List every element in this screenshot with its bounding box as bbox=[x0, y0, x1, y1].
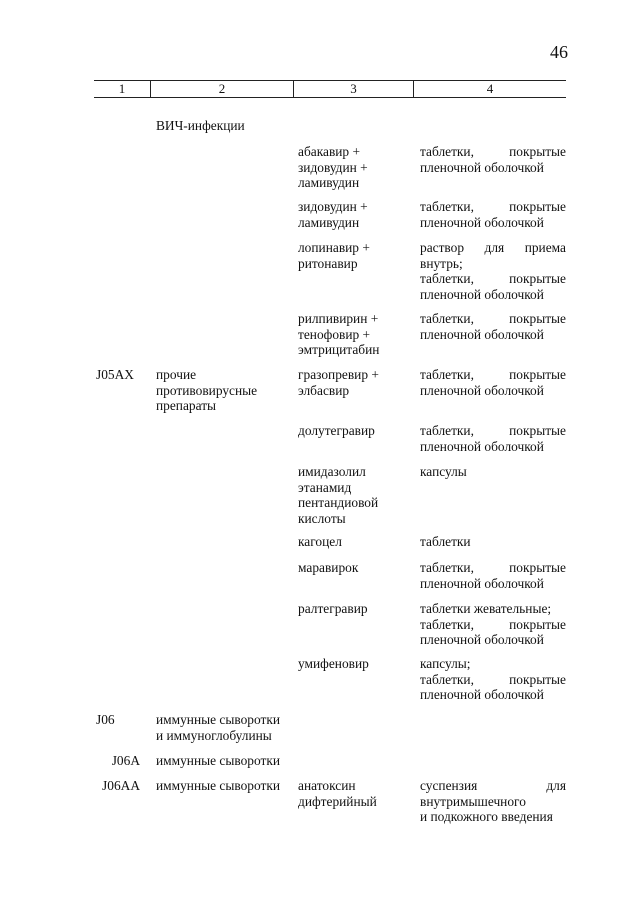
dosage-form bbox=[420, 144, 566, 175]
dosage-form-line bbox=[420, 215, 566, 231]
atc-code: J06AA bbox=[102, 778, 140, 793]
group-name-line: противовирусные bbox=[156, 382, 258, 398]
dosage-form bbox=[420, 199, 566, 230]
drug-name-line: анатоксин bbox=[298, 778, 356, 793]
dosage-form bbox=[420, 240, 566, 302]
dosage-form-word: покрытые bbox=[509, 311, 566, 326]
dosage-form-word: пленочной оболочкой bbox=[420, 382, 544, 398]
group-name bbox=[156, 367, 294, 414]
dosage-form-line bbox=[420, 632, 566, 648]
group-name-line: иммунные сыворотки bbox=[156, 753, 281, 768]
dosage-form-line bbox=[420, 327, 566, 343]
drug-name-line: рилпивирин + bbox=[298, 311, 379, 326]
dosage-form-word: пленочной оболочкой bbox=[420, 438, 544, 454]
dosage-form-line bbox=[420, 287, 566, 303]
header-col-3: 3 bbox=[293, 81, 413, 97]
dosage-form-word: внутрь; bbox=[420, 255, 463, 271]
dosage-form-word: покрытые bbox=[509, 199, 566, 214]
dosage-form-line bbox=[420, 560, 566, 576]
drug-name bbox=[298, 656, 410, 672]
drug-name bbox=[298, 423, 410, 439]
dosage-form-word: пленочной оболочкой bbox=[420, 687, 544, 703]
header-col-1: 1 bbox=[118, 81, 126, 96]
dosage-form-word: внутримышечного bbox=[420, 793, 526, 809]
dosage-form-line bbox=[420, 240, 566, 256]
group-name-line: препараты bbox=[156, 398, 217, 414]
dosage-form-word: таблетки жевательные; bbox=[420, 601, 552, 616]
group-name bbox=[156, 778, 294, 794]
page-number: 46 bbox=[550, 42, 568, 62]
dosage-form-word: таблетки, bbox=[420, 144, 474, 159]
dosage-form-word: таблетки, bbox=[420, 423, 474, 438]
dosage-form-line bbox=[420, 601, 566, 617]
dosage-form-line bbox=[420, 794, 566, 810]
dosage-form-word: и подкожного введения bbox=[420, 809, 553, 825]
drug-name bbox=[298, 199, 410, 230]
dosage-form-line bbox=[420, 656, 566, 672]
atc-code: J06 bbox=[96, 712, 115, 727]
dosage-form-word: покрытые bbox=[509, 367, 566, 382]
group-name-line: иммунные сыворотки bbox=[156, 712, 281, 727]
dosage-form-word: капсулы; bbox=[420, 656, 471, 671]
dosage-form-line bbox=[420, 534, 566, 550]
dosage-form-line bbox=[420, 576, 566, 592]
dosage-form-line bbox=[420, 809, 566, 825]
dosage-form-word: таблетки, bbox=[420, 367, 474, 382]
group-name-line: иммунные сыворотки bbox=[156, 778, 281, 793]
dosage-form-word: таблетки, bbox=[420, 560, 474, 575]
dosage-form-word: таблетки, bbox=[420, 671, 474, 687]
drug-name-line: кислоты bbox=[298, 510, 346, 526]
dosage-form-line bbox=[420, 160, 566, 176]
dosage-form-line bbox=[420, 367, 566, 383]
dosage-form bbox=[420, 423, 566, 454]
drug-name-line: умифеновир bbox=[298, 656, 369, 671]
drug-name-line: ламивудин bbox=[298, 214, 360, 230]
drug-name-line: ритонавир bbox=[298, 255, 358, 271]
drug-name-line: имидазолил bbox=[298, 464, 366, 479]
drug-name-line: маравирок bbox=[298, 560, 359, 575]
drug-name-line: элбасвир bbox=[298, 382, 350, 398]
table-header-row bbox=[94, 80, 566, 98]
dosage-form-line bbox=[420, 256, 566, 272]
group-name-line: прочие bbox=[156, 367, 197, 382]
drug-name-line: зидовудин + bbox=[298, 199, 368, 214]
dosage-form bbox=[420, 534, 566, 550]
dosage-form-word: пленочной оболочкой bbox=[420, 632, 544, 648]
drug-name bbox=[298, 778, 410, 809]
dosage-form-line bbox=[420, 439, 566, 455]
dosage-form-line bbox=[420, 199, 566, 215]
dosage-form bbox=[420, 778, 566, 825]
drug-name bbox=[298, 311, 410, 358]
dosage-form-line bbox=[420, 687, 566, 703]
drug-name-line: ламивудин bbox=[298, 175, 360, 191]
dosage-form-line bbox=[420, 464, 566, 480]
drug-name-line: дифтерийный bbox=[298, 793, 377, 809]
dosage-form-line bbox=[420, 383, 566, 399]
drug-name-line: пентандиовой bbox=[298, 495, 379, 511]
dosage-form-word: для bbox=[484, 240, 505, 255]
drug-name-line: ралтегравир bbox=[298, 601, 368, 616]
dosage-form-word: капсулы bbox=[420, 464, 467, 479]
header-col-4: 4 bbox=[413, 81, 566, 97]
dosage-form-word: таблетки, bbox=[420, 616, 474, 632]
group-name bbox=[156, 753, 294, 769]
drug-name bbox=[298, 464, 410, 526]
drug-name bbox=[298, 534, 410, 550]
dosage-form-word: таблетки bbox=[420, 534, 471, 549]
drug-name bbox=[298, 601, 410, 617]
drug-name-line: абакавир + bbox=[298, 144, 361, 159]
dosage-form bbox=[420, 560, 566, 591]
dosage-form-word: покрытые bbox=[509, 671, 566, 687]
group-name-line: ВИЧ-инфекции bbox=[156, 118, 245, 133]
drug-name-line: кагоцел bbox=[298, 534, 342, 549]
group-name bbox=[156, 712, 294, 743]
drug-name-line: этанамид bbox=[298, 479, 352, 495]
dosage-form-word: покрытые bbox=[509, 560, 566, 575]
dosage-form-word: раствор bbox=[420, 240, 465, 255]
drug-name-line: зидовудин + bbox=[298, 159, 368, 175]
dosage-form-line bbox=[420, 778, 566, 794]
dosage-form-word: таблетки, bbox=[420, 311, 474, 326]
dosage-form-line bbox=[420, 271, 566, 287]
drug-name-line: лопинавир + bbox=[298, 240, 370, 255]
dosage-form-word: суспензия bbox=[420, 778, 478, 793]
dosage-form bbox=[420, 601, 566, 648]
drug-name-line: гразопревир + bbox=[298, 367, 379, 382]
drug-name bbox=[298, 144, 410, 191]
dosage-form-word: пленочной оболочкой bbox=[420, 286, 544, 302]
dosage-form-word: пленочной оболочкой bbox=[420, 214, 544, 230]
dosage-form-word: покрытые bbox=[509, 271, 566, 287]
dosage-form-line bbox=[420, 311, 566, 327]
dosage-form bbox=[420, 656, 566, 703]
dosage-form-word: пленочной оболочкой bbox=[420, 326, 544, 342]
dosage-form-word: для bbox=[546, 778, 566, 793]
dosage-form-line bbox=[420, 617, 566, 633]
atc-code: J05AX bbox=[96, 367, 134, 382]
dosage-form bbox=[420, 311, 566, 342]
header-col-2: 2 bbox=[150, 81, 293, 97]
dosage-form-line bbox=[420, 672, 566, 688]
drug-name bbox=[298, 367, 410, 398]
dosage-form bbox=[420, 464, 566, 480]
dosage-form-line bbox=[420, 144, 566, 160]
dosage-form bbox=[420, 367, 566, 398]
drug-name bbox=[298, 560, 410, 576]
drug-name bbox=[298, 240, 410, 271]
drug-name-line: эмтрицитабин bbox=[298, 342, 380, 358]
dosage-form-line bbox=[420, 423, 566, 439]
group-name-line: и иммуноглобулины bbox=[156, 727, 272, 743]
dosage-form-word: пленочной оболочкой bbox=[420, 575, 544, 591]
dosage-form-word: таблетки, bbox=[420, 271, 474, 287]
dosage-form-word: покрытые bbox=[509, 616, 566, 632]
dosage-form-word: приема bbox=[524, 240, 566, 255]
drug-name-line: долутегравир bbox=[298, 423, 375, 438]
drug-name-line: тенофовир + bbox=[298, 326, 371, 342]
dosage-form-word: покрытые bbox=[509, 423, 566, 438]
dosage-form-word: пленочной оболочкой bbox=[420, 159, 544, 175]
dosage-form-word: таблетки, bbox=[420, 199, 474, 214]
group-name bbox=[156, 118, 294, 134]
dosage-form-word: покрытые bbox=[509, 144, 566, 159]
atc-code: J06A bbox=[111, 753, 140, 768]
